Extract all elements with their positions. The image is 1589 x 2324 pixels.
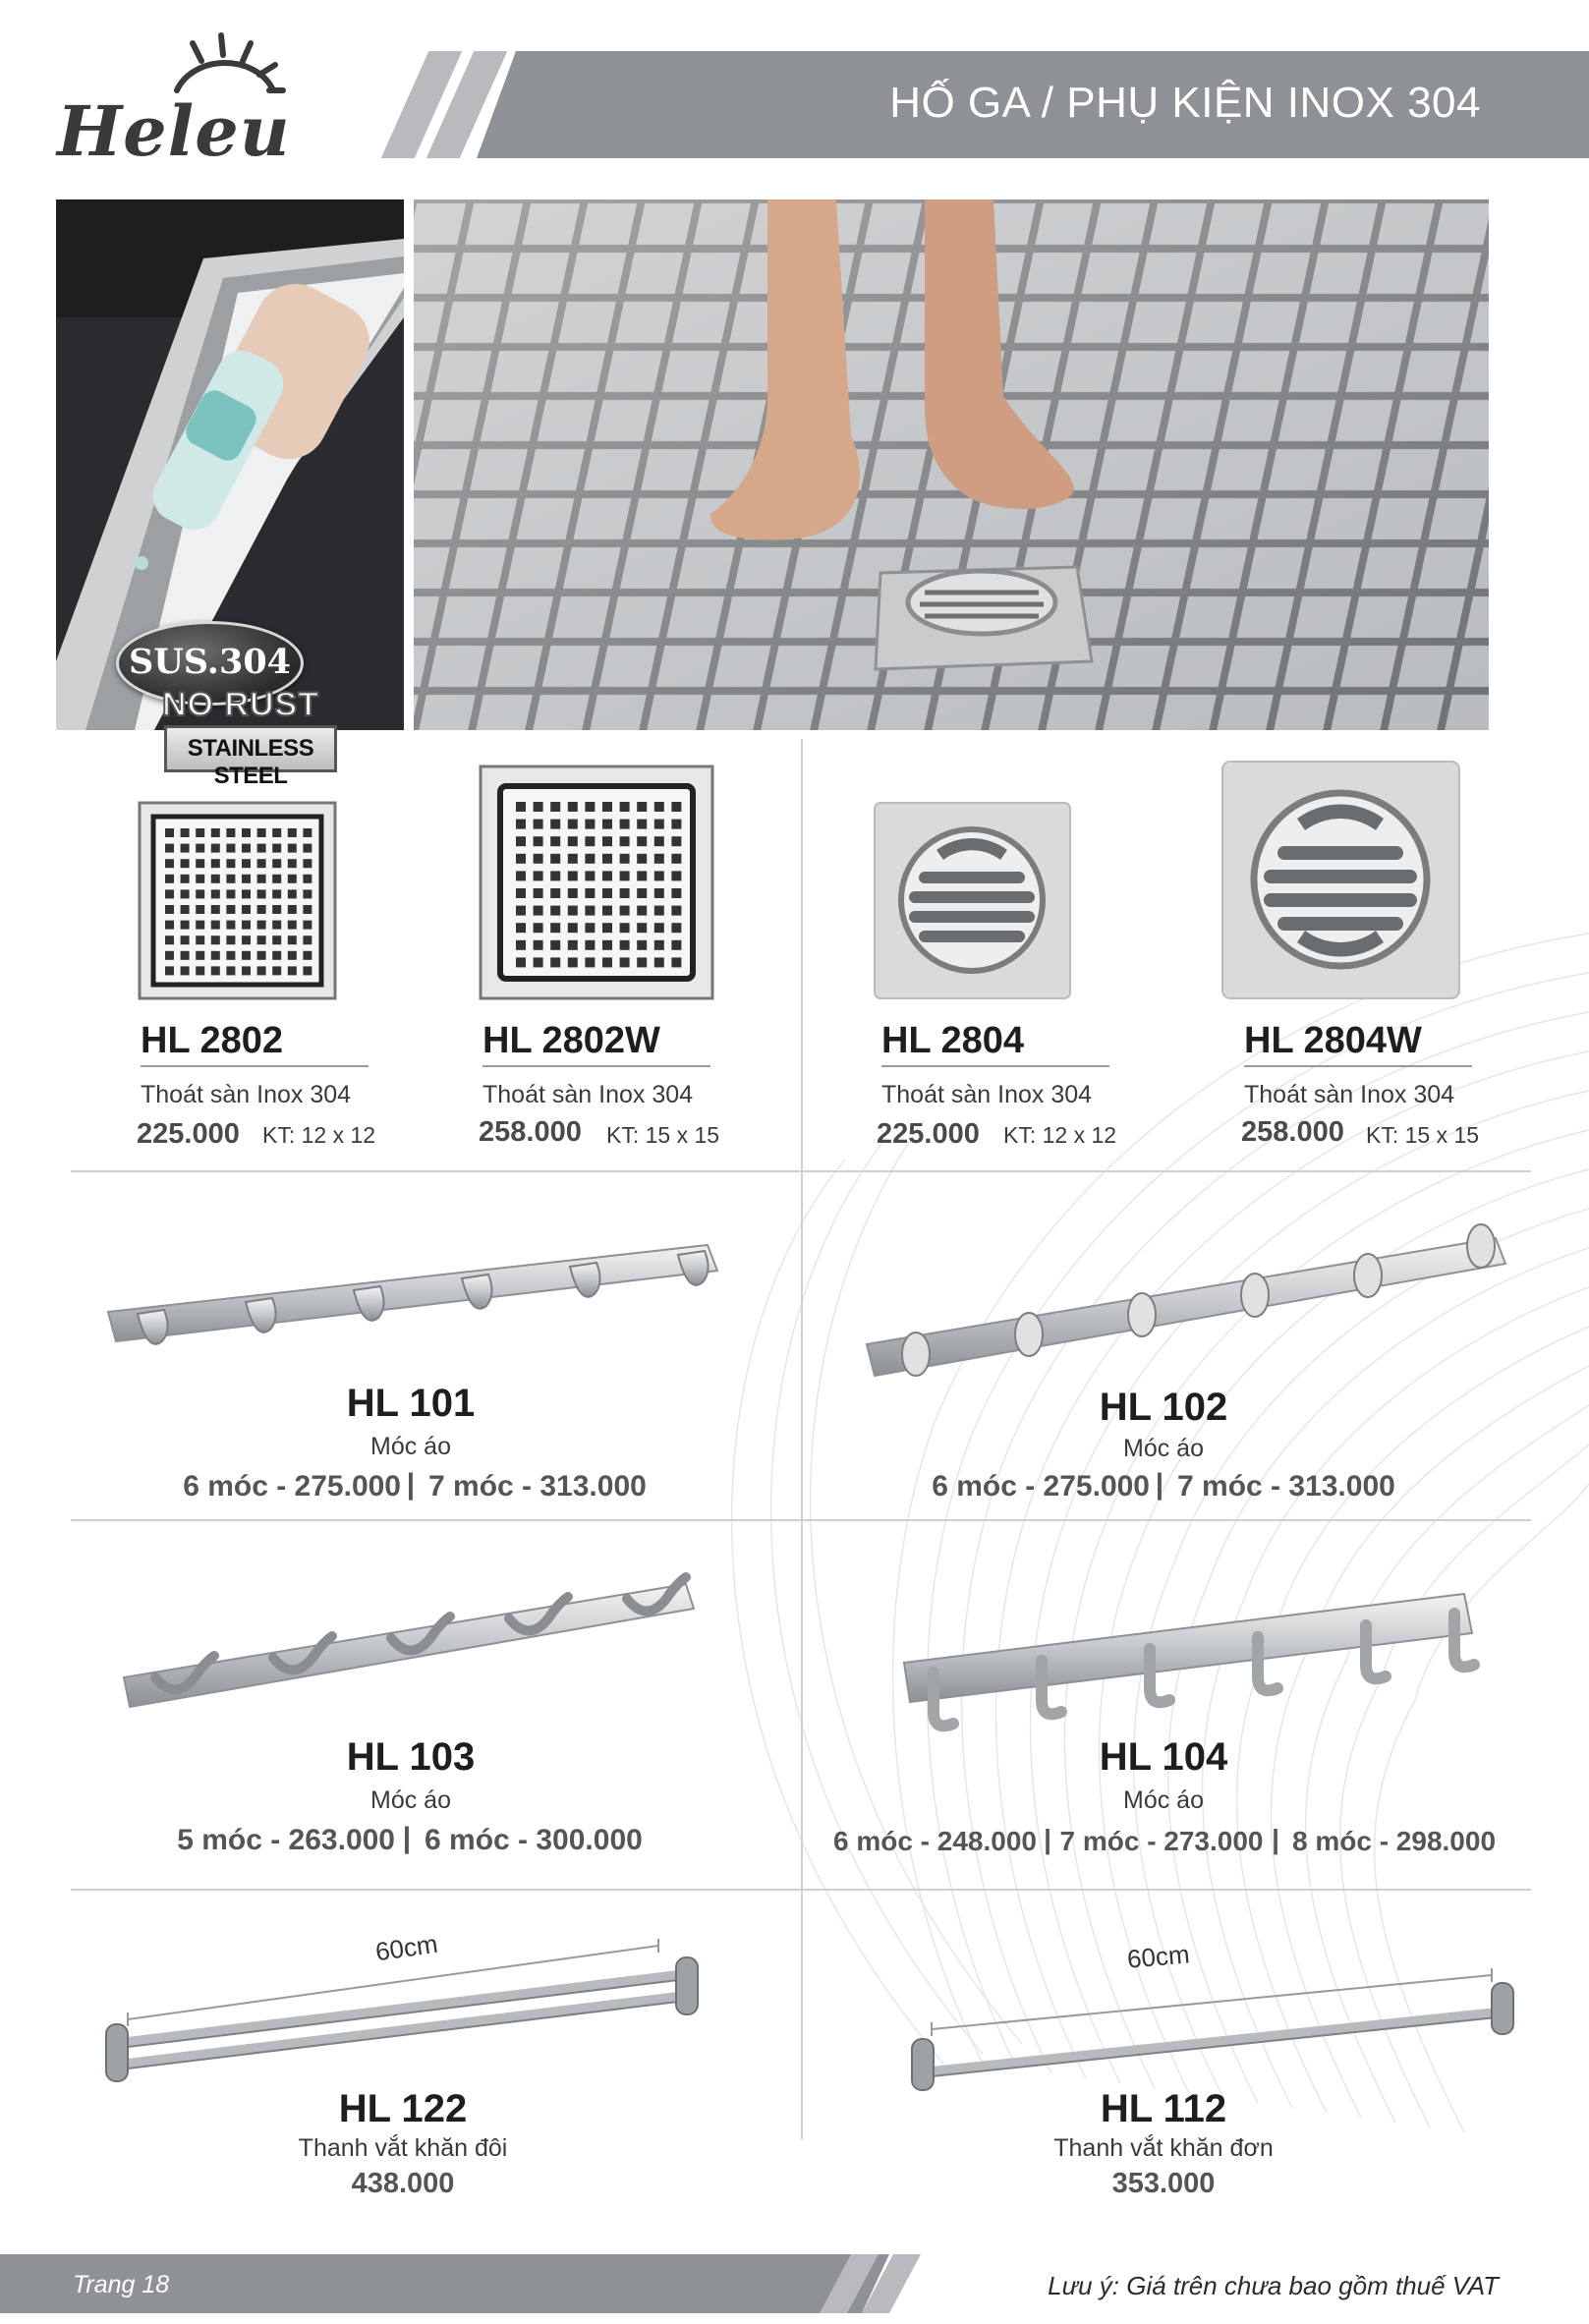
- code-underline: [141, 1065, 369, 1067]
- price-separator: |: [1155, 1468, 1164, 1501]
- drain-hl2804-image: [873, 801, 1072, 1000]
- price-separator: |: [406, 1468, 416, 1501]
- badge-norust-text: NO RUST: [162, 686, 319, 723]
- product-desc: Móc áo: [370, 1433, 451, 1460]
- price-option: 6 móc - 248.000: [832, 1826, 1037, 1856]
- code-underline: [881, 1065, 1109, 1067]
- column-divider: [801, 739, 803, 2139]
- product-price: 258.000: [479, 1116, 582, 1148]
- product-code: HL 2804: [881, 1020, 1025, 1061]
- dimension-label: 60cm: [373, 1928, 440, 1967]
- price-separator: |: [1044, 1824, 1051, 1854]
- product-code: HL 103: [346, 1735, 476, 1779]
- drain-hl2804w-image: [1220, 760, 1461, 1000]
- page-title: HỐ GA / PHỤ KIỆN INOX 304: [889, 79, 1481, 127]
- product-desc: Móc áo: [370, 1786, 451, 1814]
- product-code: HL 112: [1100, 2087, 1227, 2130]
- badge-stainless: [164, 725, 337, 789]
- product-desc: Móc áo: [1123, 1786, 1204, 1814]
- drain-hl2802-image: [138, 801, 337, 1000]
- row-divider: [71, 1170, 1531, 1172]
- drain-hl2802w-image: [479, 765, 714, 1000]
- product-desc: Thanh vắt khăn đôi: [298, 2134, 508, 2162]
- price-option: 7 móc - 273.000: [1059, 1826, 1264, 1856]
- product-size: KT: 15 x 15: [606, 1122, 720, 1148]
- hook-rail-hl101-image: [98, 1233, 727, 1361]
- towel-bar-single-image: [902, 1956, 1521, 2093]
- product-price: 438.000: [351, 2168, 455, 2199]
- price-option: 6 móc - 275.000: [183, 1470, 401, 1502]
- product-code: HL 2804W: [1244, 1020, 1422, 1061]
- product-desc: Thoát sàn Inox 304: [881, 1081, 1093, 1108]
- logo-text: Heleu: [57, 90, 291, 172]
- dimension-label: 60cm: [1125, 1939, 1191, 1974]
- product-code: HL 102: [1099, 1386, 1228, 1429]
- price-option: 6 móc - 275.000: [932, 1470, 1150, 1502]
- price-separator: |: [1272, 1824, 1279, 1854]
- product-desc: Thanh vắt khăn đơn: [1053, 2134, 1274, 2162]
- price-separator: |: [402, 1822, 412, 1854]
- product-price: 225.000: [877, 1118, 980, 1150]
- product-price: 225.000: [137, 1118, 240, 1150]
- product-price: 258.000: [1241, 1116, 1344, 1148]
- product-size: KT: 12 x 12: [1003, 1122, 1117, 1148]
- vat-note: Lưu ý: Giá trên chưa bao gồm thuế VAT: [1048, 2271, 1499, 2300]
- product-desc: Thoát sàn Inox 304: [1244, 1081, 1455, 1108]
- hook-rail-hl104-image: [894, 1574, 1484, 1746]
- product-code: HL 104: [1099, 1735, 1228, 1779]
- row-divider: [71, 1889, 1531, 1891]
- product-desc: Thoát sàn Inox 304: [482, 1081, 694, 1108]
- code-underline: [1244, 1065, 1472, 1067]
- product-size: KT: 15 x 15: [1366, 1122, 1480, 1148]
- price-option: 6 móc - 300.000: [425, 1824, 643, 1856]
- product-code: HL 2802: [141, 1020, 284, 1061]
- page-number: Trang 18: [73, 2271, 170, 2298]
- product-code: HL 122: [338, 2087, 468, 2130]
- row-divider: [71, 1519, 1531, 1521]
- shower-floor-photo: [414, 199, 1489, 730]
- code-underline: [482, 1065, 710, 1067]
- product-code: HL 2802W: [482, 1020, 660, 1061]
- badge-stainless-text: STAINLESS STEEL: [187, 735, 314, 789]
- hook-rail-hl103-image: [116, 1555, 706, 1717]
- product-desc: Móc áo: [1123, 1435, 1204, 1462]
- product-size: KT: 12 x 12: [262, 1122, 376, 1148]
- product-price: 353.000: [1111, 2168, 1216, 2199]
- price-option: 5 móc - 263.000: [177, 1824, 395, 1856]
- product-code: HL 101: [346, 1382, 476, 1425]
- hook-rail-hl102-image: [857, 1217, 1515, 1389]
- price-option: 8 móc - 298.000: [1292, 1826, 1497, 1856]
- price-option: 7 móc - 313.000: [1177, 1470, 1395, 1502]
- price-option: 7 móc - 313.000: [428, 1470, 647, 1502]
- badge-sus-text: SUS.304: [128, 642, 292, 682]
- product-desc: Thoát sàn Inox 304: [141, 1081, 352, 1108]
